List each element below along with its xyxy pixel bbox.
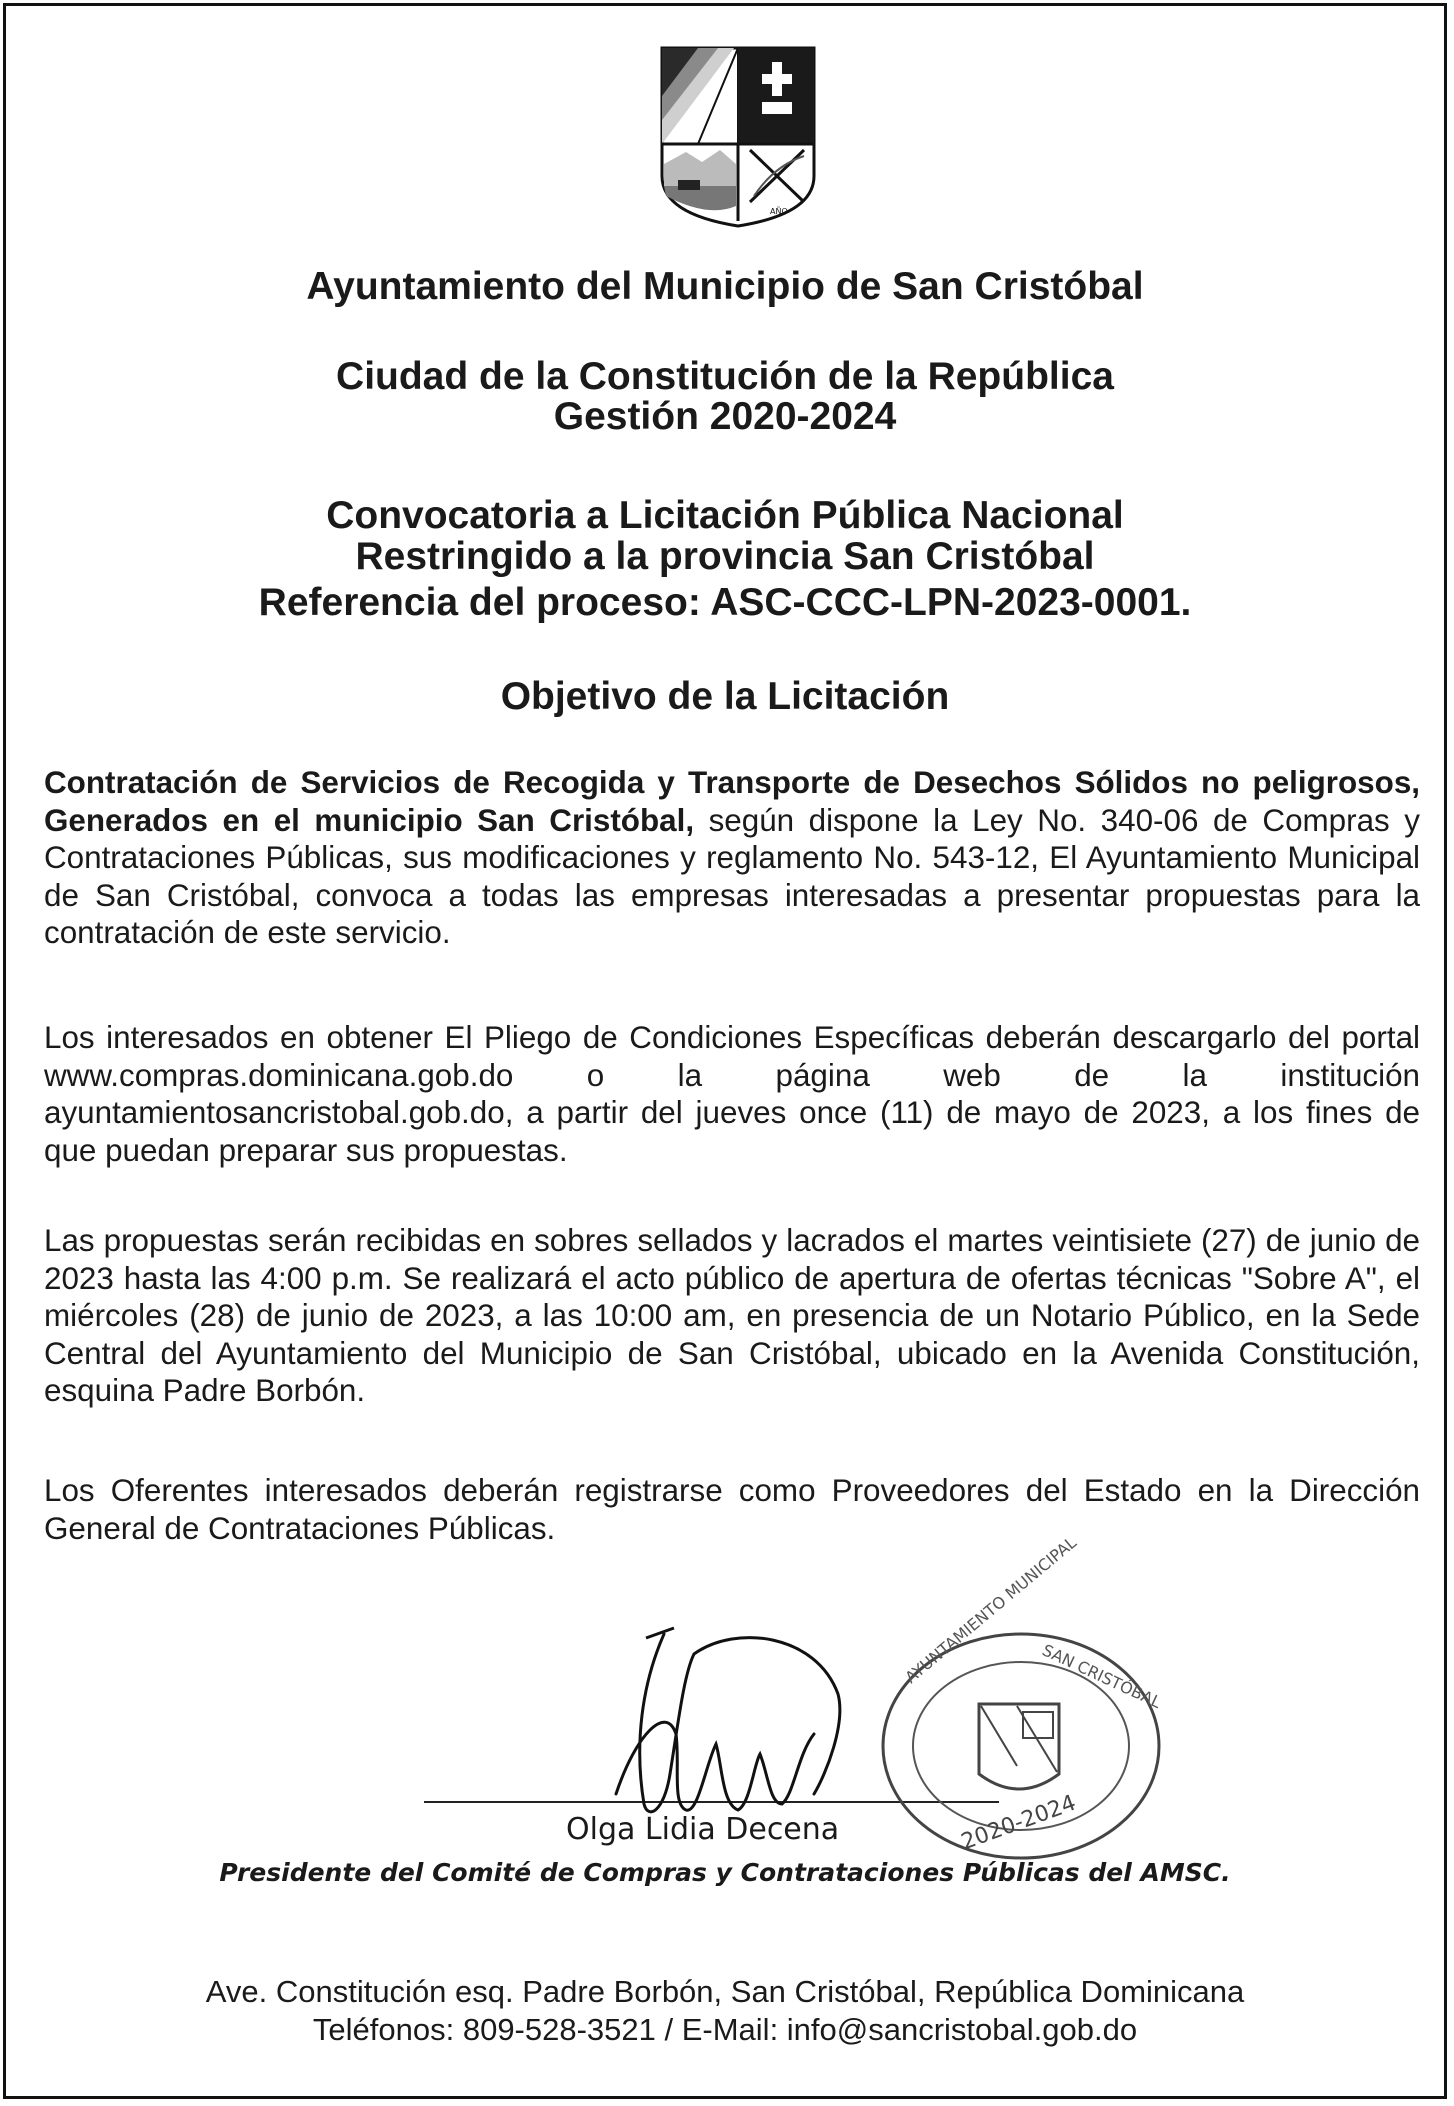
svg-text:AYUNTAMIENTO MUNICIPAL: AYUNTAMIENTO MUNICIPAL: [901, 1532, 1081, 1688]
objective-heading: Objetivo de la Licitación: [500, 675, 950, 718]
proposals-paragraph: Las propuestas serán recibidas en sobres sellados y lacrados el martes veintisiete (27) de junio de 2023 hasta las 4:00 p.m. Se realizará el acto público de apertura de ofertas técnicas "Sobre A", el miércoles (28) de junio de 2023, a las 10:00 am, en presencia de un Notario Público, en la Sede Central del Ayuntamiento del Municipio de San Cristóbal, ubicado en la Avenida Constitución, esquina Padre Borbón.: [44, 1223, 1420, 1408]
footer-address: Ave. Constitución esq. Padre Borbón, San Cristóbal, República Dominicana: [205, 1974, 1245, 2009]
signer-role: Presidente del Comité de Compras y Contrataciones Públicas del AMSC.: [219, 1858, 1231, 1887]
svg-text:2020-2024: 2020-2024: [958, 1790, 1080, 1856]
notice-page: [3, 3, 1447, 2099]
municipality-title: Ayuntamiento del Municipio de San Cristóbal: [306, 265, 1144, 308]
objective-bold-lead: Contratación de Servicios de Recogida y Transporte de Desechos Sólidos no peligrosos, Generados en el municipio San Cristóbal,: [44, 765, 1420, 838]
objective-text: según dispone la Ley No. 340-06 de Compras y Contrataciones Públicas, sus modificaciones y reglamento No. 543-12, El Ayuntamiento Municipal de San Cristóbal, convoca a todas las empresas interesadas a presentar propuestas para la contratación de este servicio.: [44, 802, 1420, 950]
restriction-title: Restringido a la provincia San Cristóbal: [355, 535, 1095, 578]
registration-paragraph: Los Oferentes interesados deberán registrarse como Proveedores del Estado en la Dirección General de Contrataciones Públicas.: [44, 1473, 1420, 1546]
process-reference: Referencia del proceso: ASC-CCC-LPN-2023-0001.: [258, 581, 1192, 624]
official-stamp-seal: [871, 1532, 1181, 1874]
term-title: Gestión 2020-2024: [553, 395, 897, 438]
svg-text:AÑO: AÑO: [770, 207, 788, 216]
svg-text:SAN CRISTÓBAL: SAN CRISTÓBAL: [1039, 1640, 1165, 1713]
call-title: Convocatoria a Licitación Pública Nacional: [326, 494, 1124, 537]
signer-name: Olga Lidia Decena: [566, 1812, 840, 1847]
municipal-coat-of-arms-icon: [658, 46, 818, 228]
footer-contact: Teléfonos: 809-528-3521 / E-Mail: info@sancristobal.gob.do: [312, 2012, 1138, 2047]
download-paragraph: Los interesados en obtener El Pliego de Condiciones Específicas deberán descargarlo del portal www.compras.dominicana.gob.do o la página web de la institución ayuntamientosancristobal.gob.do, a partir del jueves once (11) de mayo de 2023, a los fines de que puedan preparar sus propuestas.: [44, 1020, 1420, 1168]
handwritten-signature: [546, 1614, 876, 1829]
objective-paragraph: [44, 764, 1420, 952]
city-title: Ciudad de la Constitución de la República: [336, 355, 1114, 398]
